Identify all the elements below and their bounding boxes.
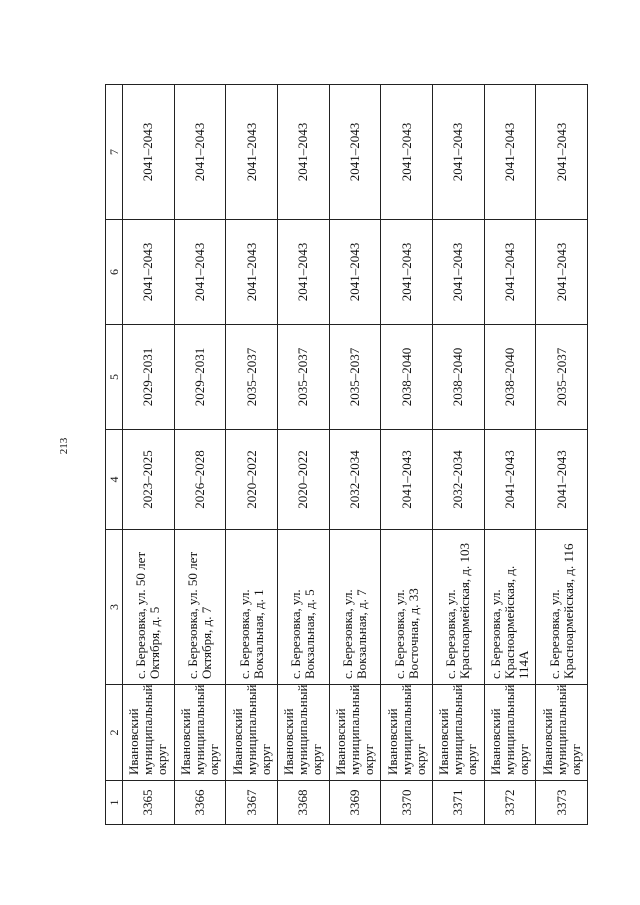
district-cell: Ивановский муниципальный округ — [484, 685, 536, 781]
column-header: 7 — [106, 85, 123, 220]
table-row — [381, 85, 433, 825]
period-cell: 2023–2025 — [123, 430, 175, 530]
table-row — [226, 85, 278, 825]
address-cell: с. Березовка, ул. Вокзальная, д. 1 — [226, 530, 278, 685]
period-cell: 2035–2037 — [329, 325, 381, 430]
district-cell: Ивановский муниципальный округ — [432, 685, 484, 781]
period-cell: 2041–2043 — [277, 85, 329, 220]
period-cell: 2038–2040 — [381, 325, 433, 430]
row-number: 3365 — [123, 781, 175, 825]
address-cell: с. Березовка, ул. Красноармейская, д. 103 — [432, 530, 484, 685]
column-header: 1 — [106, 781, 123, 825]
row-number: 3369 — [329, 781, 381, 825]
period-cell: 2041–2043 — [329, 220, 381, 325]
period-cell: 2041–2043 — [432, 220, 484, 325]
period-cell: 2038–2040 — [484, 325, 536, 430]
period-cell: 2041–2043 — [484, 430, 536, 530]
district-cell: Ивановский муниципальный округ — [174, 685, 226, 781]
address-cell: с. Березовка, ул. Вокзальная, д. 5 — [277, 530, 329, 685]
period-cell: 2041–2043 — [536, 85, 588, 220]
row-number: 3373 — [536, 781, 588, 825]
row-number: 3367 — [226, 781, 278, 825]
district-cell: Ивановский муниципальный округ — [381, 685, 433, 781]
address-cell: с. Березовка, ул. Красноармейская, д. 116 — [536, 530, 588, 685]
row-number: 3372 — [484, 781, 536, 825]
period-cell: 2041–2043 — [484, 220, 536, 325]
district-cell: Ивановский муниципальный округ — [226, 685, 278, 781]
district-cell: Ивановский муниципальный округ — [329, 685, 381, 781]
period-cell: 2035–2037 — [536, 325, 588, 430]
period-cell: 2035–2037 — [277, 325, 329, 430]
period-cell: 2041–2043 — [536, 220, 588, 325]
address-cell: с. Березовка, ул. Красноармейская, д. 114А — [484, 530, 536, 685]
column-header: 3 — [106, 530, 123, 685]
table-row — [329, 85, 381, 825]
table-container — [105, 85, 588, 825]
period-cell: 2032–2034 — [432, 430, 484, 530]
period-cell: 2032–2034 — [329, 430, 381, 530]
table-row — [123, 85, 175, 825]
period-cell: 2041–2043 — [536, 430, 588, 530]
period-cell: 2029–2031 — [174, 325, 226, 430]
period-cell: 2026–2028 — [174, 430, 226, 530]
address-cell: с. Березовка, ул. Восточная, д. 33 — [381, 530, 433, 685]
column-header: 6 — [106, 220, 123, 325]
district-cell: Ивановский муниципальный округ — [536, 685, 588, 781]
period-cell: 2041–2043 — [277, 220, 329, 325]
row-number: 3371 — [432, 781, 484, 825]
row-number: 3366 — [174, 781, 226, 825]
period-cell: 2041–2043 — [174, 220, 226, 325]
period-cell: 2041–2043 — [123, 85, 175, 220]
period-cell: 2041–2043 — [174, 85, 226, 220]
district-cell: Ивановский муниципальный округ — [277, 685, 329, 781]
column-header: 4 — [106, 430, 123, 530]
period-cell: 2041–2043 — [381, 430, 433, 530]
row-number: 3370 — [381, 781, 433, 825]
row-number: 3368 — [277, 781, 329, 825]
period-cell: 2041–2043 — [484, 85, 536, 220]
period-cell: 2020–2022 — [277, 430, 329, 530]
table-row — [536, 85, 588, 825]
period-cell: 2041–2043 — [329, 85, 381, 220]
header-row — [106, 85, 123, 825]
period-cell: 2041–2043 — [381, 220, 433, 325]
period-cell: 2035–2037 — [226, 325, 278, 430]
period-cell: 2041–2043 — [381, 85, 433, 220]
address-cell: с. Березовка, ул. 50 лет Октября, д. 5 — [123, 530, 175, 685]
period-cell: 2041–2043 — [226, 85, 278, 220]
period-cell: 2020–2022 — [226, 430, 278, 530]
period-cell: 2041–2043 — [123, 220, 175, 325]
column-header: 2 — [106, 685, 123, 781]
district-cell: Ивановский муниципальный округ — [123, 685, 175, 781]
period-cell: 2041–2043 — [226, 220, 278, 325]
period-cell: 2029–2031 — [123, 325, 175, 430]
period-cell: 2038–2040 — [432, 325, 484, 430]
table-row — [277, 85, 329, 825]
address-cell: с. Березовка, ул. Вокзальная, д. 7 — [329, 530, 381, 685]
period-cell: 2041–2043 — [432, 85, 484, 220]
table-row — [174, 85, 226, 825]
table-row — [432, 85, 484, 825]
schedule-table — [105, 84, 588, 825]
column-header: 5 — [106, 325, 123, 430]
table-row — [484, 85, 536, 825]
page-number: 213 — [58, 437, 70, 455]
address-cell: с. Березовка, ул. 50 лет Октября, д. 7 — [174, 530, 226, 685]
